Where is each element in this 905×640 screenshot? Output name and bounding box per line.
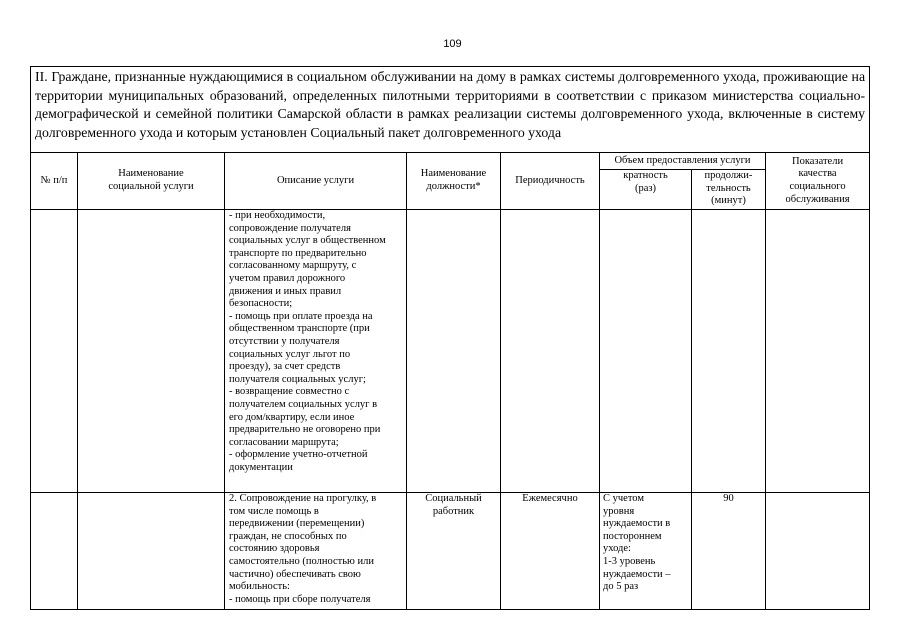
page-number: 109	[443, 38, 462, 50]
header-duration: продолжи- тельность (минут)	[692, 170, 766, 210]
row-2-num	[31, 493, 78, 610]
row-2-duration: 90	[692, 493, 766, 610]
row-1-position	[407, 210, 501, 493]
row-1-description: - при необходимости, сопровождение получателя социальных услуг в общественном транспорте по предварительно согласованному маршруту, с учетом правил дорожного движения и иных правил безопасности; - помощь при оплате проезда на общественном транспорте (при отсутствии у получателя социальных услуг льгот по проезду), за счет средств получателя социальных услуг; - возвращение совместно с получателем социальных услуг в его дом/квартиру, если иное предварительно не оговорено при согласовании маршрута; - оформление учетно-отчетной документации	[225, 210, 407, 493]
header-volume: Объем предоставления услуги	[600, 153, 766, 170]
row-1-quality	[766, 210, 870, 493]
header-multiplicity: кратность (раз)	[600, 170, 692, 210]
header-position: Наименование должности*	[407, 153, 501, 210]
row-2-quality	[766, 493, 870, 610]
table-row	[31, 210, 870, 493]
row-2-periodicity: Ежемесячно	[501, 493, 600, 610]
section-title: II. Граждане, признанные нуждающимися в социальном обслуживании на дому в рамках системы долговременного ухода, проживающие на территории муниципальных образований, определенных пилотными территориями в соответствии с приказом министерства социально-демографической и семейной политики Самарской области в рамках реализации системы долговременного ухода, включенные в систему долговременного ухода и которым установлен Социальный пакет долговременного ухода	[31, 67, 870, 153]
row-1-duration	[692, 210, 766, 493]
header-description: Описание услуги	[225, 153, 407, 210]
row-2-description: 2. Сопровождение на прогулку, в том числе помощь в передвижении (перемещении) граждан, не способных по состоянию здоровья самостоятельно (полностью или частично) обеспечивать свою мобильность: - помощь при сборе получателя	[225, 493, 407, 610]
row-1-periodicity	[501, 210, 600, 493]
services-table	[30, 66, 870, 610]
row-2-multiplicity: С учетом уровня нуждаемости в постороннем уходе: 1-3 уровень нуждаемости – до 5 раз	[600, 493, 692, 610]
section-title-row	[31, 67, 870, 153]
header-num: № п/п	[31, 153, 78, 210]
row-1-service-name	[78, 210, 225, 493]
header-row	[31, 153, 870, 170]
header-periodicity: Периодичность	[501, 153, 600, 210]
row-1-num	[31, 210, 78, 493]
row-2-service-name	[78, 493, 225, 610]
table-row	[31, 493, 870, 610]
header-quality: Показатели качества социального обслуживания	[766, 153, 870, 210]
row-2-position: Социальный работник	[407, 493, 501, 610]
header-service-name: Наименование социальной услуги	[78, 153, 225, 210]
row-1-multiplicity	[600, 210, 692, 493]
